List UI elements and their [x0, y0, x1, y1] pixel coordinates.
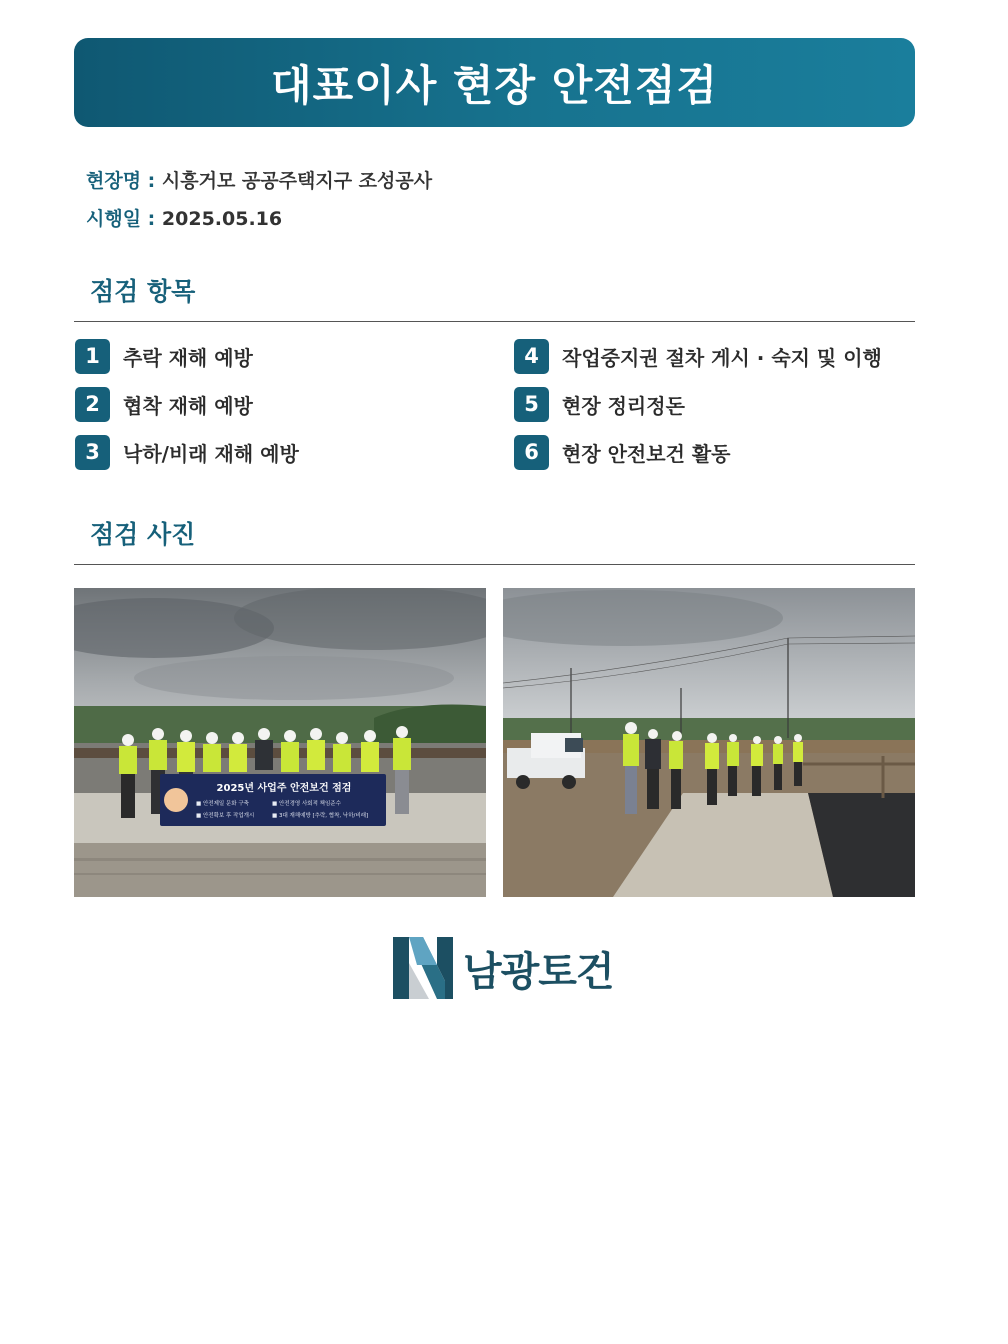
page-title: 대표이사 현장 안전점검 — [271, 60, 718, 110]
site-name-label: 현장명 : — [86, 170, 156, 192]
divider — [74, 321, 915, 322]
site-name-row — [86, 166, 432, 193]
item-number-badge: 6 — [514, 435, 549, 470]
logo-mark-icon — [393, 937, 453, 999]
banner-line: ■ 안전제일 문화 구축 — [196, 801, 249, 807]
date-value: 2025.05.16 — [161, 208, 283, 230]
inspection-photo-group — [74, 588, 486, 897]
item-number-badge: 2 — [75, 387, 110, 422]
inspection-item — [514, 338, 882, 374]
item-label: 추락 재해 예방 — [123, 345, 253, 370]
item-number-badge: 5 — [514, 387, 549, 422]
company-logo — [393, 935, 623, 1001]
item-label: 낙하/비래 재해 예방 — [123, 441, 299, 466]
logo-text: 남광토건 — [463, 948, 614, 995]
banner-line: ■ 안전확보 후 작업개시 — [196, 813, 255, 819]
inspection-item — [514, 434, 731, 470]
banner-title: 2025년 사업주 안전보건 점검 — [216, 783, 352, 794]
inspection-items-heading: 점검 항목 — [90, 277, 196, 306]
divider — [74, 564, 915, 565]
item-number-badge: 4 — [514, 339, 549, 374]
item-label: 협착 재해 예방 — [123, 393, 253, 418]
inspection-item — [75, 338, 253, 374]
item-label: 현장 정리정돈 — [562, 393, 685, 418]
inspection-item — [75, 434, 299, 470]
banner-line: ■ 3대 재해예방 [추락, 협착, 낙하/비래] — [272, 813, 369, 819]
inspection-item — [514, 386, 685, 422]
item-number-badge: 3 — [75, 435, 110, 470]
title-banner — [74, 38, 915, 127]
item-label: 현장 안전보건 활동 — [562, 441, 731, 466]
item-number-badge: 1 — [75, 339, 110, 374]
date-label: 시행일 : — [86, 208, 156, 230]
banner-line: ■ 안전경영 사회적 책임준수 — [272, 801, 341, 807]
inspection-photos-heading: 점검 사진 — [90, 520, 196, 549]
inspection-item — [75, 386, 253, 422]
site-name-value: 시흥거모 공공주택지구 조성공사 — [161, 170, 433, 192]
inspection-photo-site — [503, 588, 915, 897]
item-label: 작업중지권 절차 게시 · 숙지 및 이행 — [562, 345, 882, 370]
date-row — [86, 204, 282, 231]
